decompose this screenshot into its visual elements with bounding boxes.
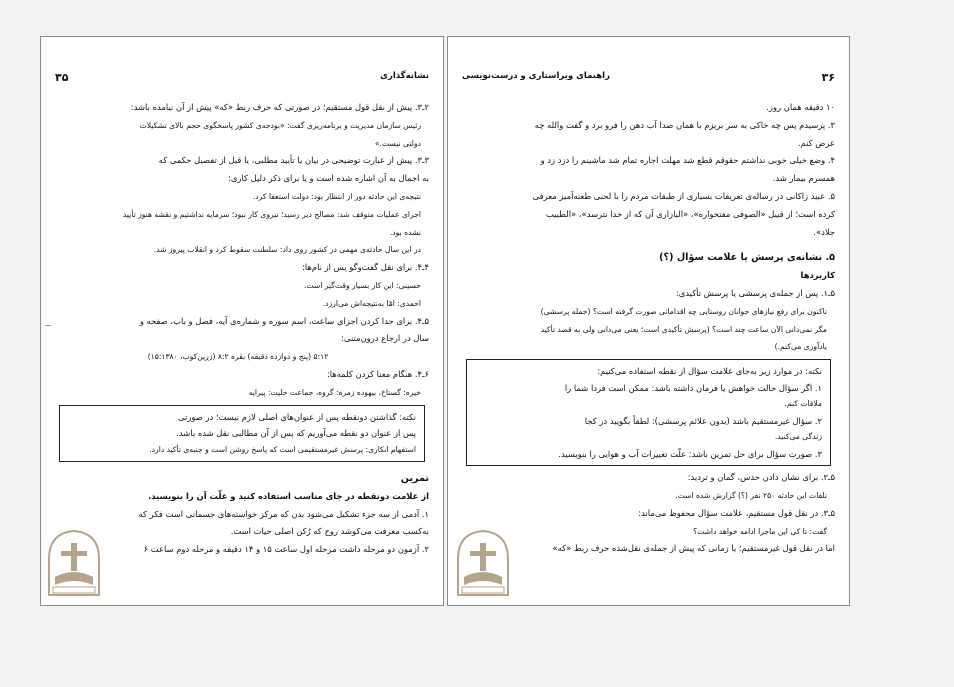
text-line: ۲. سؤال غیرمستقیم باشد (بدون علائم پرسشی): لطفاً بگویید در کجا — [584, 415, 822, 426]
text-line: به‌کسب معرفت می‌کوشد روح که رُکن اصلی حیات است. — [230, 526, 429, 537]
text-line: ملاقات کنم. — [784, 399, 822, 409]
left-exercise — [55, 470, 429, 559]
text-line: مگر نمی‌دانی الآن ساعت چند است؟ (پرسش تأکیدی است؛ یعنی می‌دانی ولی به قصد تأکید — [540, 324, 827, 334]
text-line: نکته: در موارد زیر به‌جای علامت سؤال از نقطه استفاده می‌کنیم: — [597, 366, 822, 377]
right-items — [462, 99, 835, 241]
text-line: اجرای عملیات متوقف شد: مصالح دیر رسید؛ نیروی کار نبود؛ سرمایه نداشتیم و نقشه هنوز تأیید — [122, 209, 421, 219]
text-line: استفهام انکاری: پرسش غیرمستقیمی است که پاسخ روشن است و جنبه‌ی تأکید دارد. — [149, 444, 416, 454]
right-page-header — [462, 71, 835, 84]
text-line: ۵:۱۲ (پنج و دوازده دقیقه) بقره ۸:۲ (زرین‌کوب، ۱۵:۱۳۸۰) — [147, 352, 329, 362]
text-line: ۵ـ۲. برای نشان دادن حدس، گمان و تردید: — [687, 472, 835, 483]
text-line: نشده بود. — [389, 227, 421, 237]
text-line: ۲ـ۳. پیش از نقل قول مستقیم؛ در صورتی که حرف ربط «که» پیش از آن نیامده باشد: — [130, 102, 429, 112]
left-page — [40, 36, 444, 606]
text-line: اما در نقل قول غیرمستقیم؛ یا زمانی که پیش از جمله‌ی نقل‌شده حرف ربط «که» — [552, 543, 835, 554]
text-line: کرده است؛ از قبیل «الصوفی مفتخواره»، «البازاری آن که از خدا نترسد»، «الطبیب — [546, 208, 835, 219]
text-line: سال در ارجاع درون‌متنی: — [341, 333, 429, 344]
text-line: ۳. صورت سؤال برای حل تمرین باشد: علّت تغییرات آب و هوایی را بنویسید. — [558, 448, 822, 459]
text-line: احمدی: امّا به‌نتیجه‌اش می‌ارزد. — [322, 298, 421, 308]
text-line: دولتی نیست.» — [374, 138, 421, 148]
right-page-number: ۳۶ — [821, 71, 835, 84]
text-line: ۲. آزمون دو مرحله داشت مرحله اول ساعت ۱۵ و ۱۴ دقیقه و مرحله دوم ساعت ۶ — [143, 544, 429, 555]
margin-mark — [45, 325, 51, 326]
left-page-header — [55, 71, 429, 84]
right-book-title: راهنمای ویراستاری و درست‌نویسی — [462, 71, 610, 81]
left-note-box — [59, 405, 425, 463]
text-line: عرض کنم. — [797, 137, 835, 148]
section-heading: ۵. نشانه‌ی پرسش یا علامت سؤال (؟) — [659, 252, 835, 264]
right-note-box — [466, 359, 831, 466]
left-section-title: نشانه‌گذاری — [380, 71, 429, 81]
left-page-number: ۳۵ — [55, 71, 69, 84]
text-line: ۶ـ۴. هنگام معنا کردن کلمه‌ها: — [326, 368, 429, 379]
text-line: ۱. آدمی از سه جزء تشکیل می‌شود بدن که مرکز خواسته‌های جسمانی است فکر که — [138, 508, 429, 519]
text-line: ۱. اگر سؤال حالت خواهش یا فرمان داشته باشد: ممکن است فردا شما را — [564, 382, 822, 393]
library-seal-icon — [454, 529, 512, 599]
right-page-body — [462, 99, 835, 558]
text-line: ۵ـ۳. در نقل قول مستقیم، علامت سؤال محفوظ می‌ماند: — [638, 507, 835, 518]
text-line: تاکنون برای رفع نیازهای جوانان روستایی چه اقداماتی صورت گرفته است؟ (جمله پرسشی) — [540, 306, 827, 316]
text-line: ۵ـ۴. برای جدا کردن اجزای ساعت، اسم سوره و شماره‌ی آیه، فصل و باب، صفحه و — [139, 315, 429, 326]
text-line: رئیس سازمان مدیریت و برنامه‌ریزی گفت: «بودجه‌ی کشور پاسخگوی حجم بالای تشکیلات — [139, 120, 421, 130]
text-line: ۳. پرسیدم پس چه خاکی به سر بریزم با همان صدا آب دهن را فرو برد و گفت والله چه — [534, 119, 835, 130]
text-line: گفت: تا کی این ماجرا ادامه خواهد داشت؟ — [693, 526, 827, 536]
text-line: کاربردها — [800, 270, 835, 281]
text-line: نکته: گذاشتن دونقطه پس از عنوان‌های اصلی لازم نیست؛ در صورتی — [178, 411, 416, 422]
text-line: ۴. وضع خیلی خوبی نداشتم حقوقم قطع شد مهلت اجاره تمام شد ماشینم را دزد زد و — [540, 155, 835, 166]
text-line: یادآوری می‌کنم.) — [774, 342, 827, 352]
right-after-box — [462, 469, 835, 558]
left-items — [55, 99, 429, 402]
text-line: زندگی می‌کنید. — [774, 432, 822, 442]
text-line: حسینی: این کار بسیار وقت‌گیر است. — [304, 280, 421, 290]
right-page — [447, 36, 850, 606]
text-line: خیره: گستاخ، بیهوده زمره: گروه، جماعت حلیت: پیرایه — [248, 387, 421, 397]
library-seal-icon — [45, 529, 103, 599]
text-line: جلاد». — [813, 226, 835, 237]
text-line: همسرم بیمار شد. — [772, 173, 835, 184]
left-page-body — [55, 99, 429, 559]
text-line: ۱۰ دقیقه همان روز. — [766, 102, 835, 112]
text-line: تلفات این حادثه ۲۵۰ نفر (؟) گزارش شده است. — [675, 490, 827, 500]
text-line: نتیجه‌ی این حادثه دور از انتظار بود: دولت استعفا کرد. — [252, 191, 421, 201]
text-line: پس از عنوان دو نقطه می‌آوریم که پس از آن مطالبی نقل شده باشد. — [176, 428, 416, 439]
section-heading: تمرین — [400, 473, 429, 485]
text-line: از علامت دونقطه در جای مناسب استفاده کنید و علّت آن را بنویسید. — [148, 490, 429, 501]
text-line: به اجمال به آن اشاره شده است و یا برای ذکر دلیل کاری: — [228, 173, 429, 184]
text-line: ۴ـ۴. برای نقل گفت‌وگو پس از نام‌ها: — [302, 262, 429, 273]
text-line: ۵ـ۱. پس از جمله‌ی پرسشی یا پرسش تأکیدی: — [675, 287, 835, 298]
right-section — [462, 249, 835, 356]
text-line: در این سال حادثه‌ی مهمی در کشور روی داد: سلطنت سقوط کرد و انقلاب پیروز شد. — [153, 245, 421, 255]
text-line: ۵. عبید زاکانی در رساله‌ی تعریفات بسیاری از طبقات مردم را با لحنی طعنه‌آمیز معرفی — [532, 190, 835, 201]
text-line: ۳ـ۳. پیش از عبارت توضیحی در بیان یا تأیید مطلبی، یا قبل از تفصیل حکمی که — [158, 155, 429, 166]
